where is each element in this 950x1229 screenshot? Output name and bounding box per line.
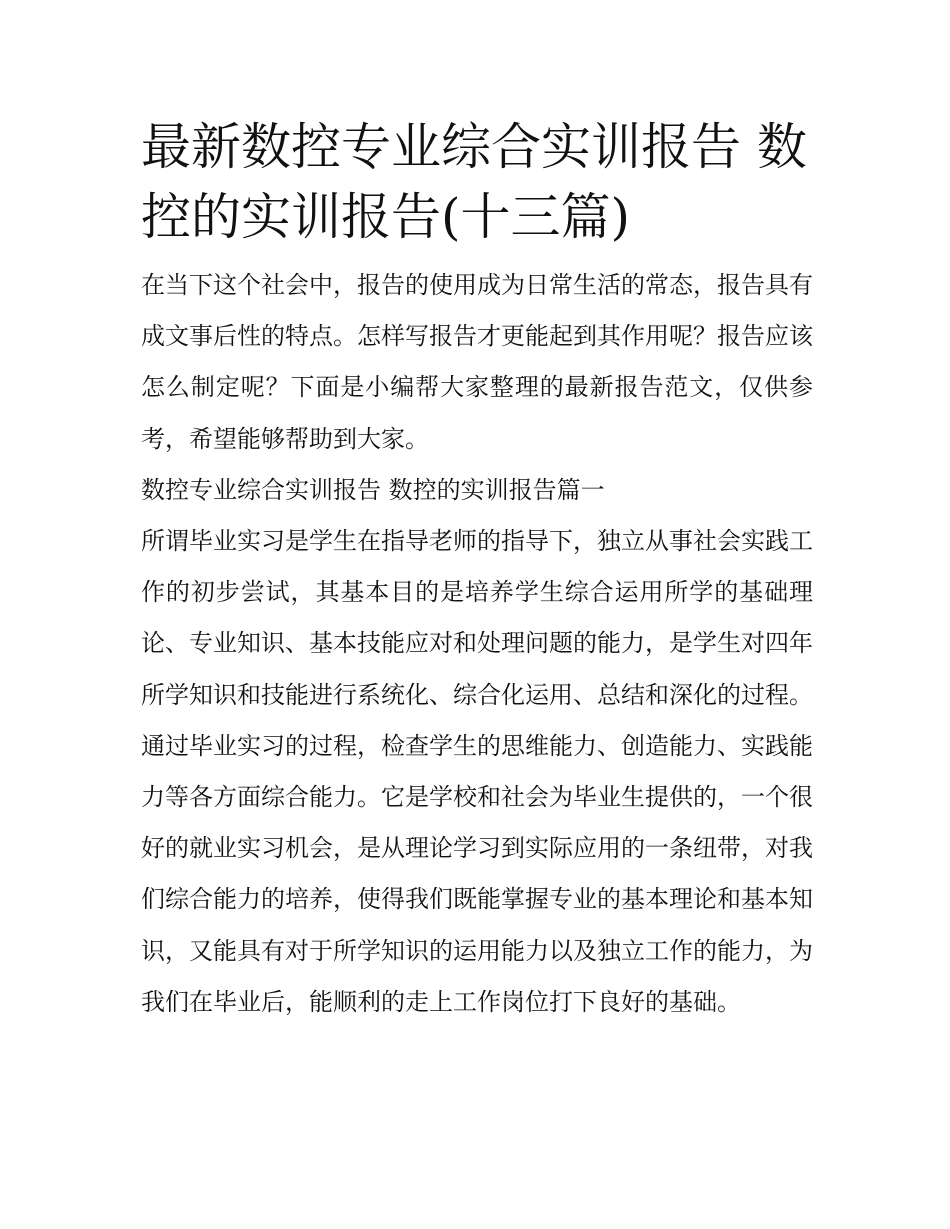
document-title: 最新数控专业综合实训报告 数控的实训报告(十三篇) xyxy=(141,118,807,246)
body-paragraph: 所谓毕业实习是学生在指导老师的指导下，独立从事社会实践工作的初步尝试，其基本目的是培养学生综合运用所学的基础理论、专业知识、基本技能应对和处理问题的能力，是学生对四年所学知识和技能进行系统化、综合化运用、总结和深化的过程。通过毕业实习的过程，检查学生的思维能力、创造能力、实践能力等各方面综合能力。它是学校和社会为毕业生提供的，一个很好的就业实习机会，是从理论学习到实际应用的一条纽带，对我们综合能力的培养，使得我们既能掌握专业的基本理论和基本知识，又能具有对于所学知识的运用能力以及独立工作的能力，为我们在毕业后，能顺利的走上工作岗位打下良好的基础。 xyxy=(141,527,813,1016)
section-heading: 数控专业综合实训报告 数控的实训报告篇一 xyxy=(141,475,605,504)
document-page xyxy=(141,112,813,1028)
intro-paragraph: 在当下这个社会中，报告的使用成为日常生活的常态，报告具有成文事后性的特点。怎样写报告才更能起到其作用呢？报告应该怎么制定呢？下面是小编帮大家整理的最新报告范文，仅供参考，希望能够帮助到大家。 xyxy=(141,271,813,453)
